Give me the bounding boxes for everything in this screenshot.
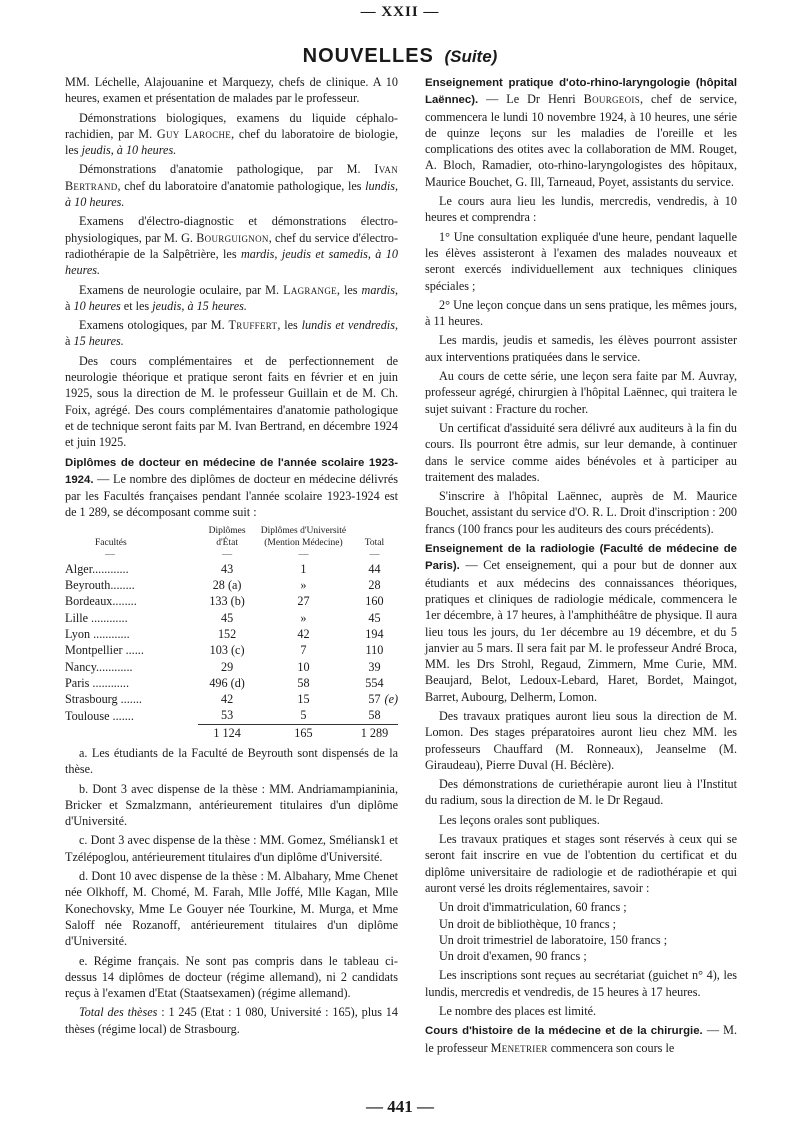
etat-cell: 133 (b) <box>209 594 245 609</box>
table-row <box>65 659 398 675</box>
note-a: a. Les étudiants de la Faculté de Beyrouth sont dispensés de la thèse. <box>65 745 398 777</box>
etat-cell: 28 (a) <box>212 578 242 593</box>
total-cell: 39 <box>368 659 381 674</box>
fee-line: Un droit d'immatriculation, 60 francs ; <box>439 900 627 915</box>
etat-cell: 53 <box>221 708 234 723</box>
fee-line: Un droit de bibliothèque, 10 francs ; <box>439 916 617 931</box>
faculte-cell: Alger............ <box>65 561 129 576</box>
paragraph: MM. Léchelle, Alajouanine et Marquezy, chefs de clinique. A 10 heures, examen et présentation de malades par le professeur. <box>65 75 398 106</box>
paragraph: Les leçons orales sont publiques. <box>439 812 600 827</box>
page-number: — 441 — <box>366 1097 434 1116</box>
paragraph: Examens d'électro-diagnostic et démonstrations électro-physiologiques, par M. G. Bourguignon, chef du service d'électro-radiothérapie de la Salpêtrière, les mardis, jeudis et samedis, à 10 heures. <box>65 214 398 278</box>
paragraph: Au cours de cette série, une leçon sera faite par M. Auvray, professeur agrégé, chirurgien à l'hôpital Laënnec, qui traitera le sujet suivant : Fracture du rocher. <box>425 369 737 416</box>
sum-etat: 1 124 <box>198 724 256 741</box>
section-orl: Enseignement pratique d'oto-rhino-laryngologie (hôpital Laënnec). — Le Dr Henri Bourgeois, chef de service, commencera le lundi 10 novembre 1924, à 10 heures, une série de quinze leçons sur les maladies de l'oreille et les complications des otites avec la collaboration de MM. Rouget, A. Bloch, Ramadier, oto-rhino-laryngologistes des hôpitaux, Maurice Bouchet, G. Ill, Tarneaud, Poyet, assistants du service. <box>425 77 737 189</box>
title-suite: (Suite) <box>444 47 498 66</box>
paragraph: Des cours complémentaires et de perfectionnement de neurologie théorique et pratique seront faits en février et en juin 1925, sous la direction de M. le professeur Guillain et de M. Ch. Foix, agrégé. Des cours complémentaires d'anatomie pathologique et de technique seront faits par M. Ivan Bertrand, en décembre 1924 et juin 1925. <box>65 353 398 450</box>
etat-cell: 43 <box>221 561 234 576</box>
faculte-cell: Paris ............ <box>65 675 129 690</box>
right-column <box>425 74 737 1059</box>
etat-cell: 496 (d) <box>209 675 245 690</box>
sum-total: 1 289 <box>351 724 398 741</box>
section-title: Enseignement pratique d'oto-rhino-laryngologie (hôpital Laënnec). <box>425 77 737 107</box>
column-header: Diplômes d'Université (Mention Médecine) <box>260 525 347 548</box>
faculte-cell: Lille ............ <box>65 610 128 625</box>
faculte-cell: Lyon ............ <box>65 626 130 641</box>
paragraph: Les inscriptions sont reçues au secrétariat (guichet n° 4), les lundis, mercredis et vendredis, de 15 heures à 17 heures. <box>425 968 737 999</box>
univ-cell: 42 <box>297 626 310 641</box>
etat-cell: 29 <box>221 659 234 674</box>
paragraph: Démonstrations d'anatomie pathologique, par M. Ivan Bertrand, chef du laboratoire d'anatomie pathologique, les lundis, à 10 heures. <box>65 162 398 210</box>
left-column <box>65 74 398 1040</box>
univ-cell: 5 <box>300 708 307 723</box>
note-e: e. Régime français. Ne sont pas compris dans le tableau ci-dessus 14 diplômes de docteur (régime allemand), ni 2 candidats reçus à l'examen d'Etat (Staatsexamen) (régime allemand). <box>65 953 398 1001</box>
faculte-cell: Montpellier ...... <box>65 643 144 658</box>
paragraph: Des démonstrations de curiethérapie auront lieu à l'Institut du radium, sous la direction de M. le Dr Regaud. <box>425 777 737 808</box>
total-cell: 45 <box>368 610 381 625</box>
etat-cell: 42 <box>221 692 234 707</box>
table-row <box>65 593 398 609</box>
table-row <box>65 691 398 707</box>
section-title: Cours d'histoire de la médecine et de la chirurgie. <box>425 1025 703 1038</box>
paragraph: Les travaux pratiques et stages sont réservés à ceux qui se seront fait inscrire en vue de l'obtention du certificat et du diplôme universitaire de radiologie et de radiothérapie et qui auront versé les droits réglementaires, savoir : <box>425 832 737 895</box>
table-row <box>65 626 398 642</box>
table-row <box>65 577 398 593</box>
page-title <box>0 45 800 68</box>
univ-cell: » <box>300 578 307 593</box>
fee-line: Un droit d'examen, 90 francs ; <box>439 949 587 964</box>
page-folio: — XXII — <box>360 4 440 20</box>
section-title: Enseignement de la radiologie (Faculté de médecine de Paris). <box>425 543 737 573</box>
total-cell: 160 <box>365 594 384 609</box>
diplomes-table: Facultés Diplômes d'État Diplômes d'Université (Mention Médecine) Total — — — — Alger............ 43 1 44 Beyrouth........ 28 (a) » 28 Bordeaux........ 133 (b) 27 160 Lille ............ 45 » 45 Lyon ............ 152 42 194 Montpellier ...... 103 (c) 7 110 Nancy............ 29 10 39 Paris ............ 496 (d) 58 554 Strasbourg ....... 42 15 57 (e) Toulouse ....... 53 5 58 1 124 165 1 289 <box>65 525 399 740</box>
table-row <box>65 675 398 691</box>
univ-cell: 58 <box>297 675 310 690</box>
total-cell: 110 <box>365 643 384 658</box>
etat-cell: 103 (c) <box>209 643 245 658</box>
fee-line: Un droit trimestriel de laboratoire, 150 francs ; <box>439 932 668 947</box>
faculte-cell: Beyrouth........ <box>65 578 135 593</box>
section-histoire: Cours d'histoire de la médecine et de la chirurgie. — M. le professeur Menetrier commencera son cours le <box>425 1023 737 1055</box>
univ-cell: » <box>300 610 307 625</box>
faculte-cell: Bordeaux........ <box>65 594 137 609</box>
row-note: (e) <box>384 692 399 707</box>
sum-univ: 165 <box>256 724 351 741</box>
paragraph: S'inscrire à l'hôpital Laënnec, auprès de M. Maurice Bouchet, assistant du service d'O. R. L. Droit d'inscription : 200 francs (100 francs pour les auditeurs des cours précédents). <box>425 489 737 536</box>
paragraph: Examens de neurologie oculaire, par M. Lagrange, les mardis, à 10 heures et les jeudis, à 15 heures. <box>65 282 398 313</box>
table-row <box>65 610 398 626</box>
total-cell <box>351 691 398 707</box>
univ-cell: 7 <box>300 643 307 658</box>
paragraph: 1° Une consultation expliquée d'une heure, pendant laquelle les élèves assisteront à l'examen des malades nouveaux et seront exercés individuellement aux techniques cliniques spéciales ; <box>425 229 737 293</box>
total-cell: 58 <box>368 708 381 723</box>
faculte-cell: Nancy............ <box>65 659 133 674</box>
paragraph: Un certificat d'assiduité sera délivré aux auditeurs à la fin du cours. Ils pourront être admis, sur leur demande, à continuer dans le service comme aides bénévoles et à participer au traitement des malades. <box>425 420 737 484</box>
faculte-cell: Strasbourg ....... <box>65 692 142 707</box>
etat-cell: 45 <box>221 610 234 625</box>
section-title: Diplômes de docteur en médecine de l'année scolaire 1923-1924. <box>65 456 398 486</box>
table-row <box>65 561 398 577</box>
univ-cell: 1 <box>300 561 307 576</box>
title-text: NOUVELLES <box>302 45 434 67</box>
table-row <box>65 707 398 724</box>
total-cell: 554 <box>365 675 384 690</box>
total-value: 57 <box>368 692 381 707</box>
paragraph: Examens otologiques, par M. Truffert, les lundis et vendredis, à 15 heures. <box>65 318 398 349</box>
univ-cell: 27 <box>297 594 310 609</box>
paragraph: Le cours aura lieu les lundis, mercredis, vendredis, à 10 heures et comprendra : <box>425 194 737 225</box>
total-cell: 28 <box>368 578 381 593</box>
paragraph: 2° Une leçon conçue dans un sens pratique, les mêmes jours, à 11 heures. <box>425 297 737 329</box>
etat-cell: 152 <box>217 626 237 641</box>
table-row <box>65 642 398 658</box>
univ-cell: 15 <box>297 692 310 707</box>
column-header: Total <box>364 537 385 548</box>
paragraph: Les mardis, jeudis et samedis, les élèves pourront assister aux interventions pratiquées dans le service. <box>425 333 737 364</box>
paragraph: Le nombre des places est limité. <box>439 1004 597 1019</box>
section-radiologie: Enseignement de la radiologie (Faculté de médecine de Paris). — Cet enseignement, qui a pour but de donner aux étudiants et aux médecins des connaissances théoriques, pratiques et cliniques de radiologie médicale, commencera le 1er décembre, à 17 heures, à l'amphithéâtre de physique. Il aura lieu tous les jours, du 1er décembre au 19 décembre, et du 5 janvier au 5 mars. Il sera fait par M. le professeur André Broca, MM. les Drs Strohl, Regaud, Zimmern, Mme Curie, MM. Beaujard, Belot, Ledoux-Lebard, Haret, Bordet, Maingot, Barret, Aubourg, Delherm, Lomon. <box>425 543 737 704</box>
total-cell: 194 <box>365 626 384 641</box>
section-diplomes: Diplômes de docteur en médecine de l'année scolaire 1923-1924. — Le nombre des diplômes de docteur en médecine délivrés par les Facultés françaises pendant l'année scolaire 1923-1924 est de 1 289, se décomposant comme suit : <box>65 456 398 520</box>
paragraph: Des travaux pratiques auront lieu sous la direction de M. Lomon. Des stages préparatoires auront lieu chez MM. les professeurs Chauffard (M. Ronneaux), Jeanselme (M. Giraudeau), Pierre Duval (H. Béclère). <box>425 708 737 772</box>
note-d: d. Dont 10 avec dispense de la thèse : M. Albahary, Mme Chenet née Olkhoff, M. Chomé, M. Farah, Mlle Joffé, Mlle Kagan, Mlle Konechovsky, Mme Le Gouyer née Tourkine, M. Murga, et Mme Saloff née Rozanoff, antérieurement titulaires d'un diplôme d'Université. <box>65 869 398 949</box>
column-header: Diplômes d'État <box>208 525 246 548</box>
note-c: c. Dont 3 avec dispense de la thèse : MM. Gomez, Sméliansk1 et Tzélépoglou, antérieurement titulaires d'un diplôme d'Université. <box>65 833 398 864</box>
total-cell: 44 <box>368 561 381 576</box>
faculte-cell: Toulouse ....... <box>65 708 134 723</box>
column-header: Facultés <box>95 537 127 548</box>
paragraph: Démonstrations biologiques, examens du liquide céphalo-rachidien, par M. Guy Laroche, chef du laboratoire de biologie, les jeudis, à 10 heures. <box>65 110 398 158</box>
note-b: b. Dont 3 avec dispense de la thèse : MM. Andriamampianinia, Bricker et Szmalzmann, antérieurement titulaires d'un diplôme d'Université. <box>65 781 398 829</box>
univ-cell: 10 <box>297 659 310 674</box>
note-total: Total des thèses : 1 245 (Etat : 1 080, Université : 165), plus 14 thèses (régime local) de Strasbourg. <box>65 1005 398 1036</box>
